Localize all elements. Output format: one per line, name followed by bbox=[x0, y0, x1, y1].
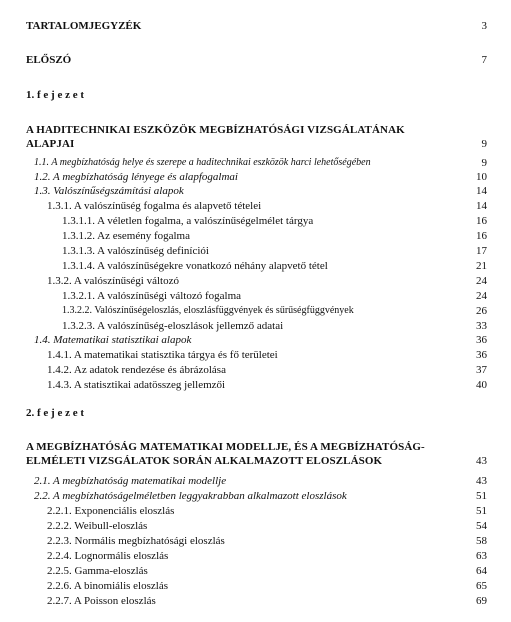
toc-entry-text: 1.3.1.4. A valószínűségekre vonatkozó néhány alapvető tétel bbox=[62, 260, 328, 272]
toc-entry bbox=[0, 184, 511, 198]
chapter-1-label-row bbox=[0, 88, 511, 102]
toc-entry-text: 2.1. A megbízhatóság matematikai modellje bbox=[34, 475, 227, 487]
foreword-title: ELŐSZÓ bbox=[26, 54, 72, 66]
toc-entry-text: 1.3.2. A valószínűségi változó bbox=[47, 275, 179, 287]
page-number: 14 bbox=[476, 185, 487, 197]
chapter-1-title-row-1 bbox=[0, 123, 511, 137]
page-number: 64 bbox=[476, 565, 487, 577]
toc-entry-text: 1.3.2.2. Valószínűségeloszlás, eloszlásfüggvények és sűrűségfüggvények bbox=[62, 305, 354, 316]
toc-entry bbox=[0, 214, 511, 228]
page-number: 14 bbox=[476, 200, 487, 212]
chapter-2-title-line-2: ELMÉLETI VIZSGÁLATOK SORÁN ALKALMAZOTT ELOSZLÁSOK bbox=[26, 455, 383, 467]
toc-entry-text: 2.2.3. Normális megbízhatósági eloszlás bbox=[47, 535, 225, 547]
toc-title-row bbox=[0, 19, 511, 33]
page-number: 40 bbox=[476, 379, 487, 391]
toc-entry-text: 1.1. A megbízhatóság helye és szerepe a haditechnikai eszközök harci lehetőségében bbox=[34, 157, 371, 168]
toc-entry bbox=[0, 170, 511, 184]
toc-entry-text: 1.4.3. A statisztikai adatösszeg jellemzői bbox=[47, 379, 226, 391]
toc-entry bbox=[0, 594, 511, 608]
toc-entry bbox=[0, 519, 511, 533]
toc-entry-text: 2.2.5. Gamma-eloszlás bbox=[47, 565, 148, 577]
page-number: 69 bbox=[476, 595, 487, 607]
toc-entry bbox=[0, 378, 511, 392]
chapter-2-title-row-2 bbox=[0, 454, 511, 468]
page-number: 16 bbox=[476, 230, 487, 242]
chapter-1-title-row-2 bbox=[0, 137, 511, 151]
page-number: 54 bbox=[476, 520, 487, 532]
chapter-2-title-row-1 bbox=[0, 440, 511, 454]
foreword-row bbox=[0, 53, 511, 67]
toc-entry bbox=[0, 244, 511, 258]
toc-entry-text: 1.4.1. A matematikai statisztika tárgya és fő területei bbox=[47, 349, 278, 361]
page-number: 65 bbox=[476, 580, 487, 592]
toc-entry bbox=[0, 259, 511, 273]
page-number: 21 bbox=[476, 260, 487, 272]
toc-entry bbox=[0, 199, 511, 213]
toc-entry-text: 1.3.2.1. A valószínűségi változó fogalma bbox=[62, 290, 242, 302]
toc-entry-text: 1.4. Matematikai statisztikai alapok bbox=[34, 334, 192, 346]
toc-entry bbox=[0, 489, 511, 503]
toc-entry bbox=[0, 564, 511, 578]
toc-entry-text: 1.3.1.3. A valószínűség definíciói bbox=[62, 245, 209, 257]
page-number: 9 bbox=[481, 157, 487, 169]
page-number: 26 bbox=[476, 305, 487, 317]
page-number: 51 bbox=[476, 490, 487, 502]
page-number: 51 bbox=[476, 505, 487, 517]
toc-entry-text: 1.3.1.2. Az esemény fogalma bbox=[62, 230, 190, 242]
page-number: 24 bbox=[476, 290, 487, 302]
toc-entry-text: 1.2. A megbízhatóság lényege és alapfogalmai bbox=[34, 171, 238, 183]
chapter-1-title-line-1: A HADITECHNIKAI ESZKÖZÖK MEGBÍZHATÓSÁGI VIZSGÁLATÁNAK bbox=[26, 124, 405, 136]
toc-entry-text: 2.2.6. A binomiális eloszlás bbox=[47, 580, 168, 592]
page-number: 43 bbox=[476, 475, 487, 487]
toc-entry bbox=[0, 229, 511, 243]
toc-entry-text: 1.3. Valószínűségszámítási alapok bbox=[34, 185, 184, 197]
toc-entry bbox=[0, 504, 511, 518]
page-number: 17 bbox=[476, 245, 487, 257]
toc-entry bbox=[0, 579, 511, 593]
chapter-2-label: 2. f e j e z e t bbox=[26, 407, 85, 419]
toc-entry bbox=[0, 274, 511, 288]
page-number: 33 bbox=[476, 320, 487, 332]
toc-entry bbox=[0, 156, 511, 170]
chapter-1-label: 1. f e j e z e t bbox=[26, 89, 85, 101]
toc-entry bbox=[0, 534, 511, 548]
toc-entry-text: 2.2.2. Weibull-eloszlás bbox=[47, 520, 148, 532]
toc-entry-text: 2.2.7. A Poisson eloszlás bbox=[47, 595, 156, 607]
toc-title: TARTALOMJEGYZÉK bbox=[26, 20, 142, 32]
page-number: 37 bbox=[476, 364, 487, 376]
toc-entry-text: 2.2.4. Lognormális eloszlás bbox=[47, 550, 169, 562]
toc-entry bbox=[0, 304, 511, 318]
page-number: 3 bbox=[481, 20, 487, 32]
toc-entry bbox=[0, 333, 511, 347]
toc-entry-text: 1.3.1.1. A véletlen fogalma, a valószínűségelmélet tárgya bbox=[62, 215, 314, 227]
page-number: 58 bbox=[476, 535, 487, 547]
toc-entry-text: 1.4.2. Az adatok rendezése és ábrázolása bbox=[47, 364, 226, 376]
toc-entry bbox=[0, 549, 511, 563]
toc-entry bbox=[0, 348, 511, 362]
toc-entry-text: 2.2. A megbízhatóságelméletben leggyakrabban alkalmazott eloszlások bbox=[34, 490, 347, 502]
chapter-1-title-line-2: ALAPJAI bbox=[26, 138, 75, 150]
toc-entry-text: 1.3.2.3. A valószínűség-eloszlások jellemző adatai bbox=[62, 320, 284, 332]
page-number: 7 bbox=[481, 54, 487, 66]
page-number: 10 bbox=[476, 171, 487, 183]
toc-entry bbox=[0, 319, 511, 333]
chapter-2-label-row bbox=[0, 406, 511, 420]
page-number: 16 bbox=[476, 215, 487, 227]
page-number: 63 bbox=[476, 550, 487, 562]
page-number: 36 bbox=[476, 334, 487, 346]
page-number: 24 bbox=[476, 275, 487, 287]
toc-entry bbox=[0, 363, 511, 377]
toc-entry-text: 2.2.1. Exponenciális eloszlás bbox=[47, 505, 175, 517]
page-number: 9 bbox=[481, 138, 487, 150]
toc-entry bbox=[0, 474, 511, 488]
toc-entry bbox=[0, 289, 511, 303]
page-number: 43 bbox=[476, 455, 487, 467]
page-number: 36 bbox=[476, 349, 487, 361]
toc-entry-text: 1.3.1. A valószínűség fogalma és alapvető tételei bbox=[47, 200, 262, 212]
chapter-2-title-line-1: A MEGBÍZHATÓSÁG MATEMATIKAI MODELLJE, ÉS A MEGBÍZHATÓSÁG- bbox=[26, 441, 425, 453]
